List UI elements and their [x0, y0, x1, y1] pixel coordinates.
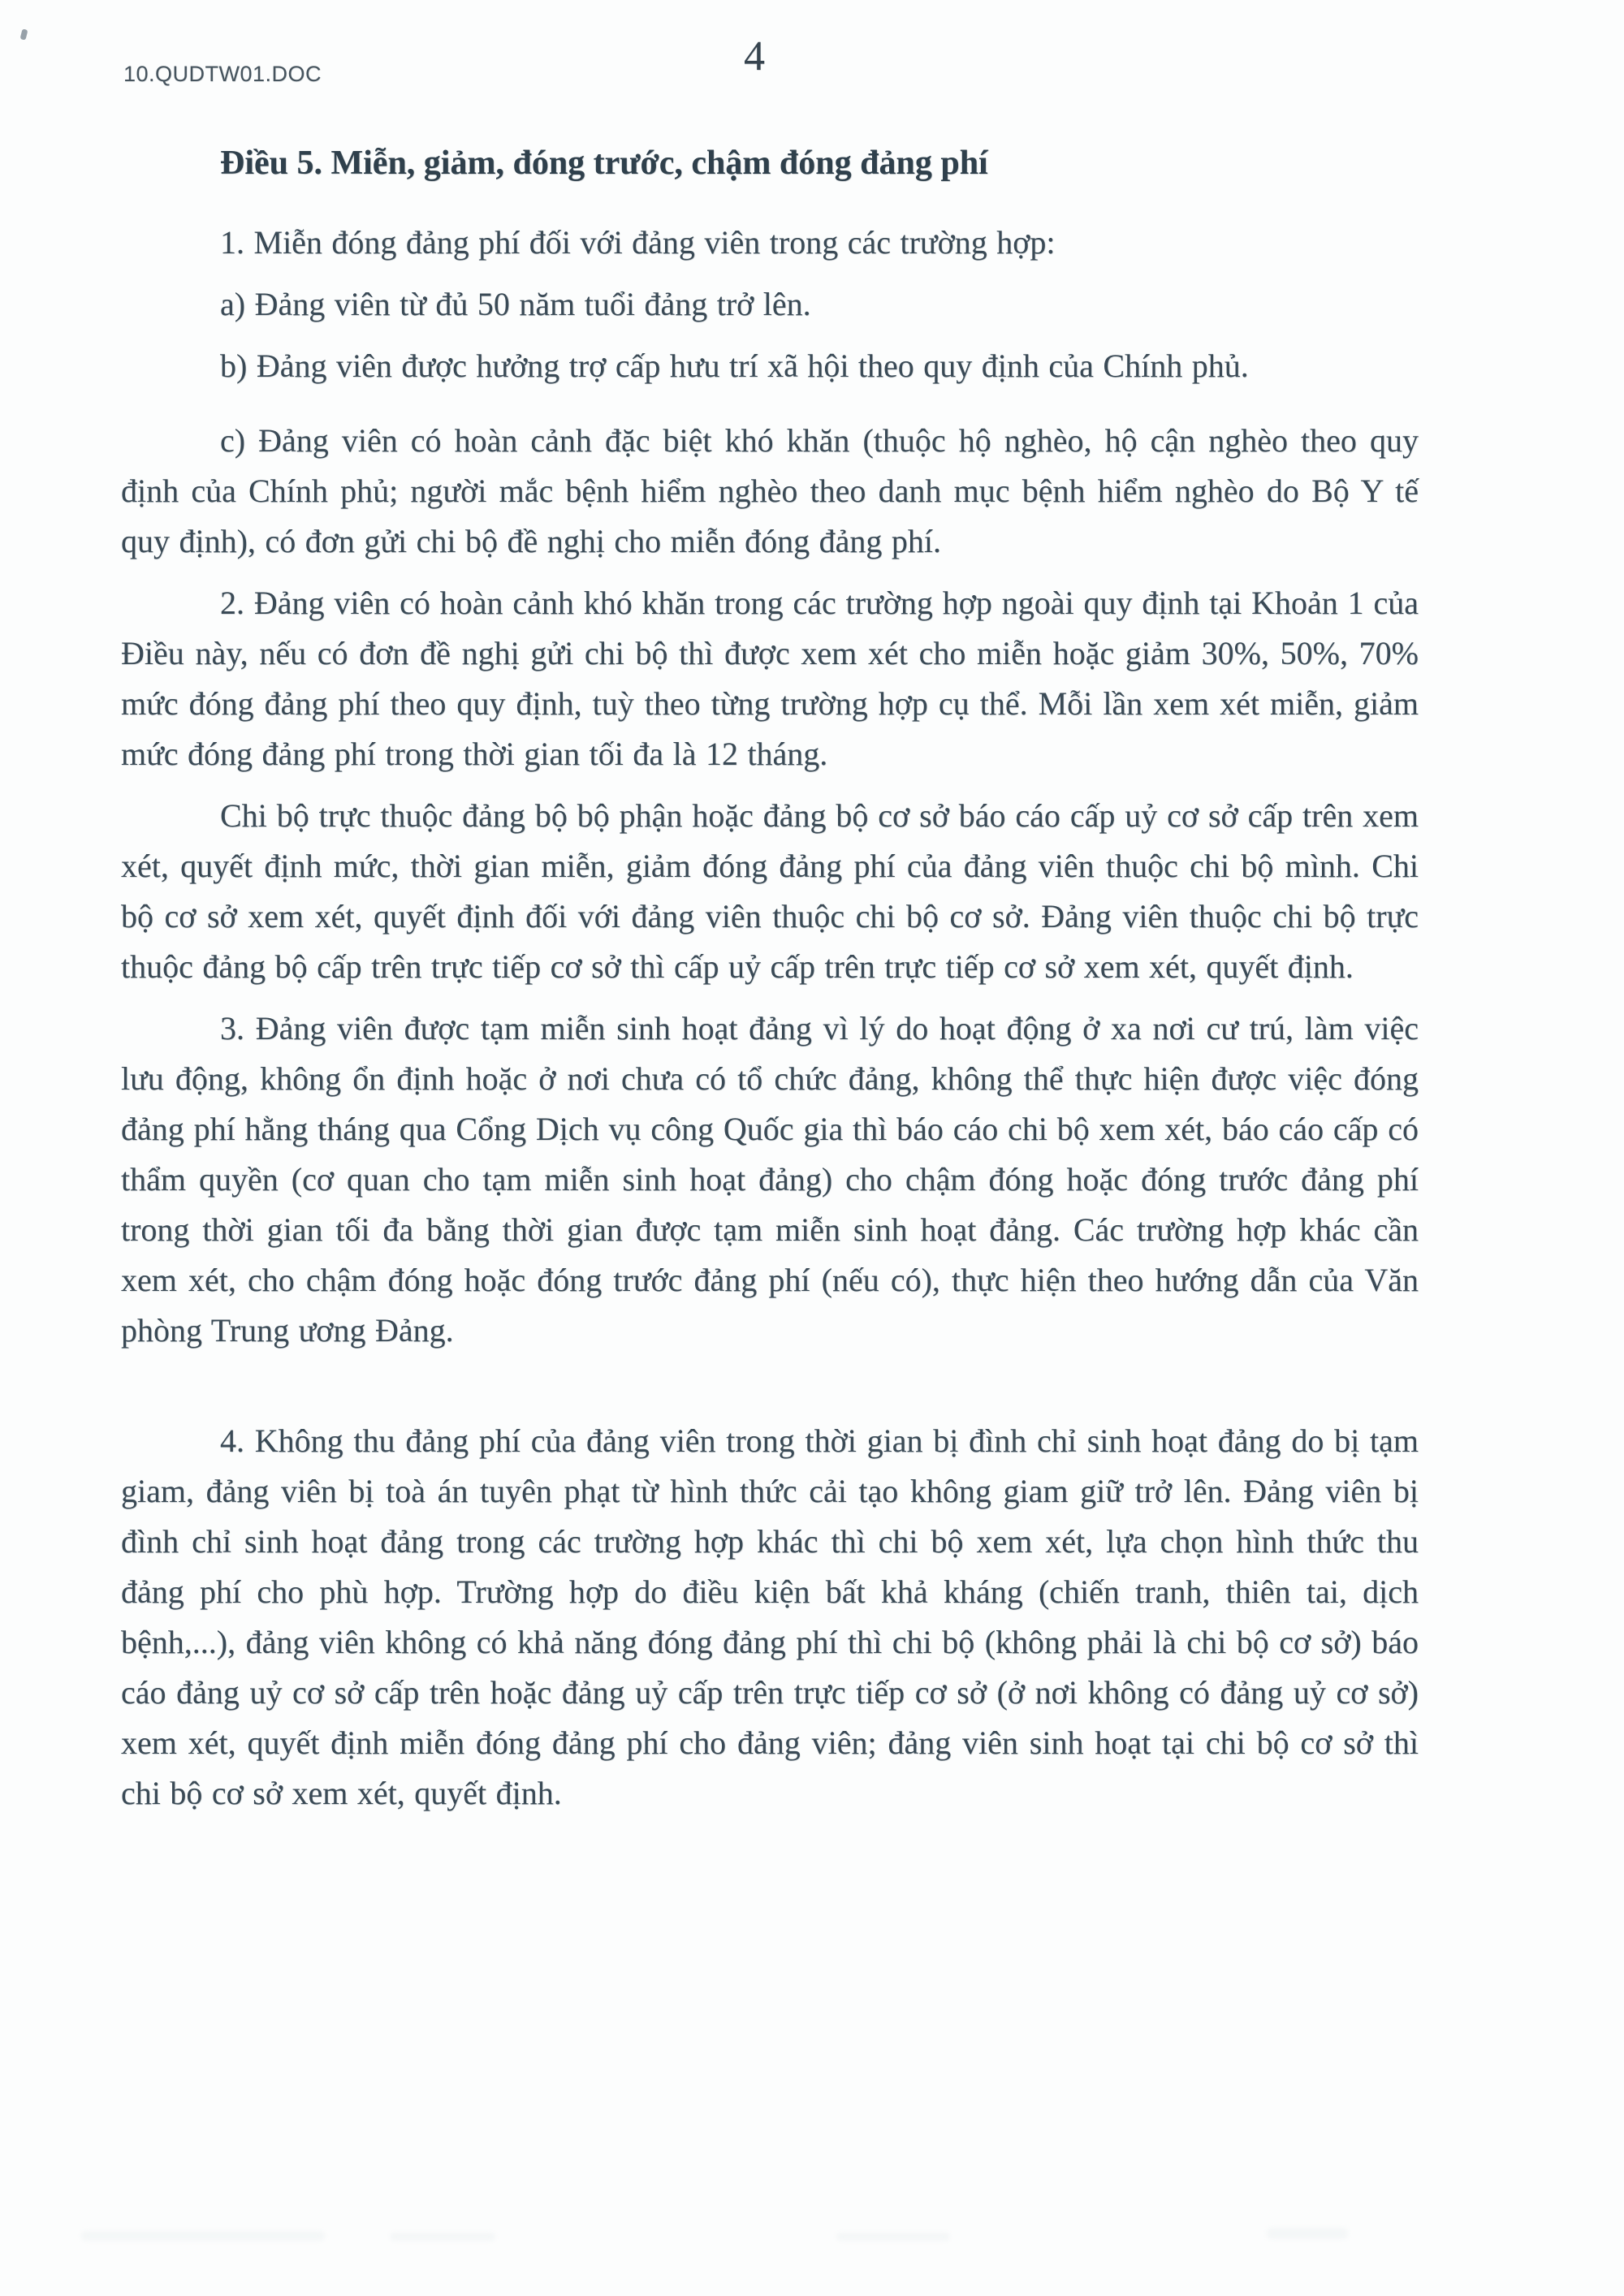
- scan-smudge: [836, 2233, 950, 2241]
- paragraph-clause-1: 1. Miễn đóng đảng phí đối với đảng viên trong các trường hợp:: [220, 224, 1056, 261]
- paragraph-clause-1c: c) Đảng viên có hoàn cảnh đặc biệt khó khăn (thuộc hộ nghèo, hộ cận nghèo theo quy định của Chính phủ; người mắc bệnh hiểm nghèo theo danh mục bệnh hiểm nghèo do Bộ Y tế quy định), có đơn gửi chi bộ đề nghị cho miễn đóng đảng phí.: [121, 422, 1419, 559]
- paragraph-clause-2-procedure: Chi bộ trực thuộc đảng bộ bộ phận hoặc đảng bộ cơ sở báo cáo cấp uỷ cơ sở cấp trên xem xét, quyết định mức, thời gian miễn, giảm đóng đảng phí của đảng viên thuộc chi bộ mình. Chi bộ cơ sở xem xét, quyết định đối với đảng viên thuộc chi bộ cơ sở. Đảng viên thuộc chi bộ trực thuộc đảng bộ cấp trên trực tiếp cơ sở thì cấp uỷ cấp trên trực tiếp cơ sở xem xét, quyết định.: [121, 797, 1419, 985]
- scan-smudge: [81, 2231, 325, 2241]
- paragraph-clause-1a: a) Đảng viên từ đủ 50 năm tuổi đảng trở lên.: [220, 286, 811, 322]
- paragraph-clause-1b: b) Đảng viên được hưởng trợ cấp hưu trí xã hội theo quy định của Chính phủ.: [220, 347, 1249, 384]
- document-body: [121, 138, 1419, 1830]
- page-number: 4: [744, 33, 765, 80]
- file-name-label: 10.QUDTW01.DOC: [123, 62, 322, 86]
- scan-smudge: [1267, 2228, 1348, 2239]
- article-title: Điều 5. Miễn, giảm, đóng trước, chậm đóng đảng phí: [220, 145, 988, 182]
- paragraph-clause-4: 4. Không thu đảng phí của đảng viên trong thời gian bị đình chỉ sinh hoạt đảng do bị tạm giam, đảng viên bị toà án tuyên phạt từ hình thức cải tạo không giam giữ trở lên. Đảng viên bị đình chỉ sinh hoạt đảng trong các trường hợp khác thì chi bộ xem xét, lựa chọn hình thức thu đảng phí cho phù hợp. Trường hợp do điều kiện bất khả kháng (chiến tranh, thiên tai, dịch bệnh,...), đảng viên không có khả năng đóng đảng phí thì chi bộ (không phải là chi bộ cơ sở) báo cáo đảng uỷ cơ sở cấp trên hoặc đảng uỷ cấp trên trực tiếp cơ sở (ở nơi không có đảng uỷ cơ sở) xem xét, quyết định miễn đóng đảng phí cho đảng viên; đảng viên sinh hoạt tại chi bộ cơ sở thì chi bộ cơ sở xem xét, quyết định.: [121, 1422, 1419, 1811]
- paragraph-clause-2: 2. Đảng viên có hoàn cảnh khó khăn trong các trường hợp ngoài quy định tại Khoản 1 của Điều này, nếu có đơn đề nghị gửi chi bộ thì được xem xét cho miễn hoặc giảm 30%, 50%, 70% mức đóng đảng phí theo quy định, tuỳ theo từng trường hợp cụ thể. Mỗi lần xem xét miễn, giảm mức đóng đảng phí trong thời gian tối đa là 12 tháng.: [121, 585, 1419, 772]
- paragraph-clause-3: 3. Đảng viên được tạm miễn sinh hoạt đảng vì lý do hoạt động ở xa nơi cư trú, làm việc lưu động, không ổn định hoặc ở nơi chưa có tổ chức đảng, không thể thực hiện được việc đóng đảng phí hằng tháng qua Cổng Dịch vụ công Quốc gia thì báo cáo chi bộ xem xét, báo cáo cấp có thẩm quyền (cơ quan cho tạm miễn sinh hoạt đảng) cho chậm đóng hoặc đóng trước đảng phí trong thời gian tối đa bằng thời gian được tạm miễn sinh hoạt đảng. Các trường hợp khác cần xem xét, cho chậm đóng hoặc đóng trước đảng phí (nếu có), thực hiện theo hướng dẫn của Văn phòng Trung ương Đảng.: [121, 1010, 1419, 1349]
- scan-smudge: [390, 2233, 495, 2241]
- scan-speck: [20, 28, 28, 40]
